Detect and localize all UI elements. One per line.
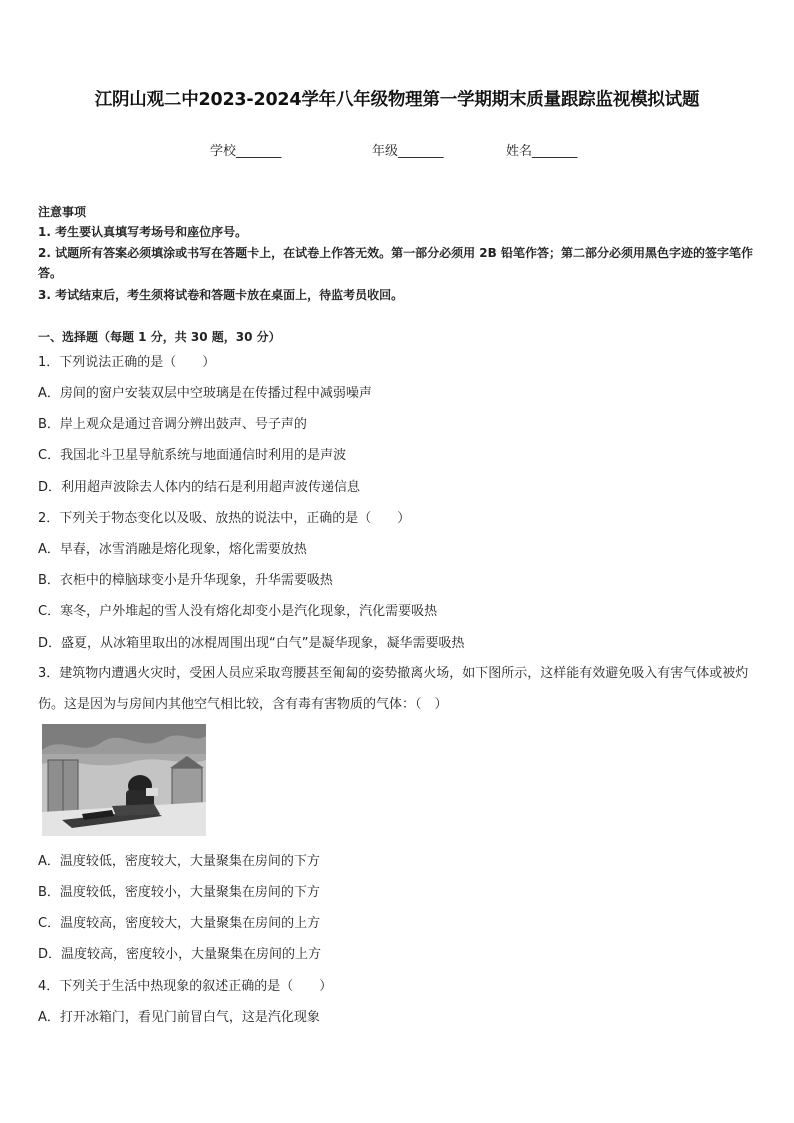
question-option: D．利用超声波除去人体内的结石是利用超声波传递信息 <box>38 480 361 495</box>
question-option: D．温度较高，密度较小，大量聚集在房间的上方 <box>38 947 322 962</box>
question-option: A．早春，冰雪消融是熔化现象，熔化需要放热 <box>38 542 307 557</box>
question-option: A．打开冰箱门，看见门前冒白气，这是汽化现象 <box>38 1010 320 1025</box>
notice-item: 3. 考试结束后，考生须将试卷和答题卡放在桌面上，待监考员收回。 <box>38 288 404 302</box>
question-option: C．温度较高，密度较大，大量聚集在房间的上方 <box>38 916 321 931</box>
section-title: 一、选择题（每题 1 分，共 30 题，30 分） <box>38 330 281 344</box>
question-option: B．岸上观众是通过音调分辨出鼓声、号子声的 <box>38 417 307 432</box>
question-stem: 1．下列说法正确的是（ ） <box>38 355 216 370</box>
notice-heading: 注意事项 <box>38 205 87 219</box>
question-stem: 2．下列关于物态变化以及吸、放热的说法中，正确的是（ ） <box>38 511 411 526</box>
name-field: 姓名_______ <box>506 144 578 159</box>
question-option: A．温度较低，密度较大，大量聚集在房间的下方 <box>38 854 320 869</box>
page-title: 江阴山观二中2023-2024学年八年级物理第一学期期末质量跟踪监视模拟试题 <box>94 90 700 110</box>
fire-escape-crawl-illustration-icon <box>42 724 206 836</box>
grade-field: 年级_______ <box>372 144 444 159</box>
question-option: C．寒冬，户外堆起的雪人没有熔化却变小是汽化现象，汽化需要吸热 <box>38 604 438 619</box>
question-option: B．衣柜中的樟脑球变小是升华现象，升华需要吸热 <box>38 573 333 588</box>
question-stem: 3．建筑物内遭遇火灾时，受困人员应采取弯腰甚至匍匐的姿势撤离火场，如下图所示，这样能有效避免吸入有害气体或被灼伤。这是因为与房间内其他空气相比较，含有毒有害物质的气体：（ ） <box>38 666 749 712</box>
question-option: B．温度较低，密度较小，大量聚集在房间的下方 <box>38 885 320 900</box>
notice-item: 2. 试题所有答案必须填涂或书写在答题卡上，在试卷上作答无效。第一部分必须用 2B 铅笔作答；第二部分必须用黑色字迹的签字笔作答。 <box>38 246 753 280</box>
fire-escape-crawl-illustration-icon <box>42 724 206 836</box>
question-option: D．盛夏，从冰箱里取出的冰棍周围出现“白气”是凝华现象，凝华需要吸热 <box>38 636 465 651</box>
school-field: 学校_______ <box>210 144 282 159</box>
question-stem: 4．下列关于生活中热现象的叙述正确的是（ ） <box>38 979 333 994</box>
notice-item: 1. 考生要认真填写考场号和座位序号。 <box>38 225 248 239</box>
question-option: A．房间的窗户安装双层中空玻璃是在传播过程中减弱噪声 <box>38 386 372 401</box>
question-option: C．我国北斗卫星导航系统与地面通信时利用的是声波 <box>38 448 347 463</box>
